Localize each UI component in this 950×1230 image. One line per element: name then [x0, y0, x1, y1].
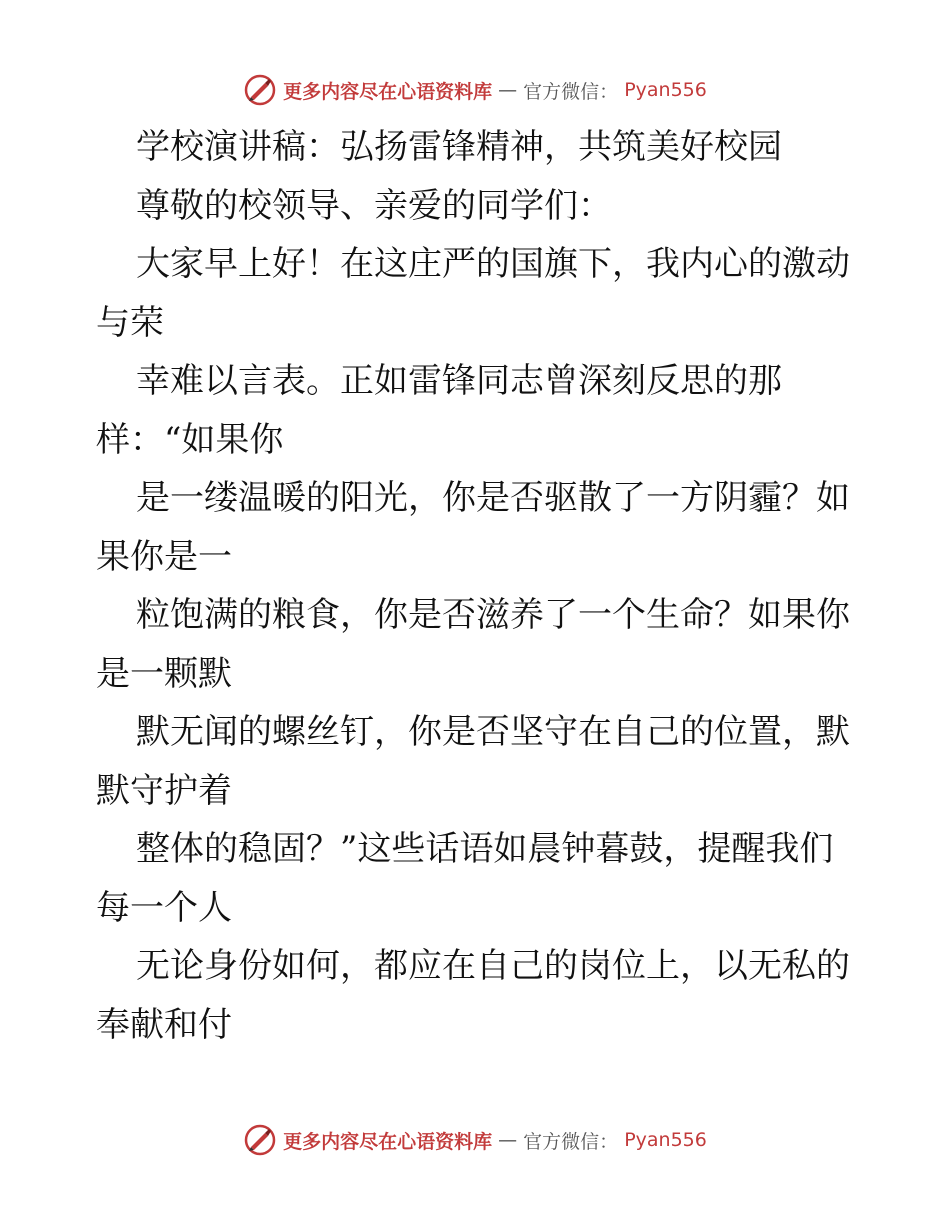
text-line: 整体的稳固？”这些话语如晨钟暮鼓，提醒我们 [136, 829, 834, 869]
text-line: 每一个人 [96, 887, 232, 928]
text-line: 幸难以言表。正如雷锋同志曾深刻反思的那 [136, 361, 782, 401]
watermark-handle: Pyan556 [624, 1129, 707, 1151]
footer-watermark [0, 1120, 950, 1160]
text-line: 默无闻的螺丝钉，你是否坚守在自己的位置，默 [136, 712, 850, 752]
header-watermark [0, 70, 950, 110]
text-line: 样：“如果你 [96, 419, 284, 460]
document-body [96, 118, 856, 1054]
pen-logo-icon [243, 1123, 277, 1157]
watermark-brand: 更多内容尽在心语资料库 [283, 80, 493, 103]
text-line: 大家早上好！在这庄严的国旗下，我内心的激动 [136, 244, 850, 284]
text-line: 尊敬的校领导、亲爱的同学们： [136, 185, 612, 226]
text-line: 学校演讲稿：弘扬雷锋精神，共筑美好校园 [136, 127, 782, 167]
pen-logo-icon [243, 73, 277, 107]
text-line: 粒饱满的粮食，你是否滋养了一个生命？如果你 [136, 595, 850, 635]
text-line: 是一缕温暖的阳光，你是否驱散了一方阴霾？如 [136, 478, 850, 518]
watermark-label: 官方微信： [523, 1130, 619, 1153]
watermark-separator: — [498, 79, 518, 101]
text-line: 果你是一 [96, 536, 232, 577]
text-line: 默守护着 [96, 770, 232, 811]
watermark-label: 官方微信： [523, 80, 619, 103]
text-line: 奉献和付 [96, 1004, 232, 1045]
text-line: 无论身份如何，都应在自己的岗位上，以无私的 [136, 946, 850, 986]
text-line: 是一颗默 [96, 653, 232, 694]
watermark-separator: — [498, 1129, 518, 1151]
watermark-brand: 更多内容尽在心语资料库 [283, 1130, 493, 1153]
text-line: 与荣 [96, 302, 164, 343]
watermark-handle: Pyan556 [624, 79, 707, 101]
